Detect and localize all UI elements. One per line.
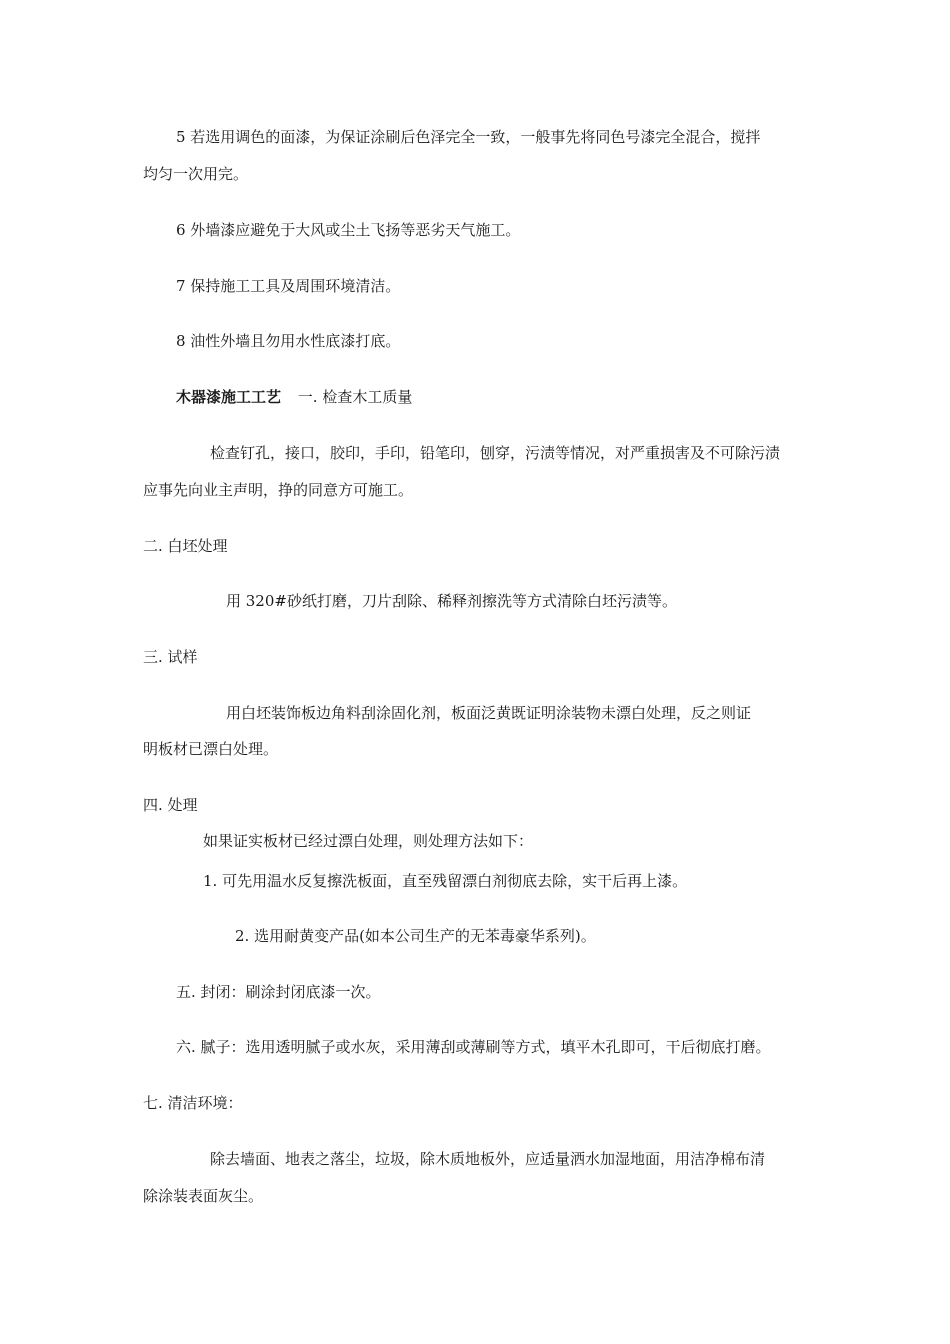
paragraph-5-line-2: 均匀一次用完。 bbox=[143, 165, 249, 183]
paragraph-8: 8 油性外墙且勿用水性底漆打底。 bbox=[176, 332, 401, 350]
step-2-body: 用 320#砂纸打磨，刀片刮除、稀释剂擦洗等方式清除白坯污渍等。 bbox=[226, 592, 677, 610]
paragraph-6: 6 外墙漆应避免于大风或尘土飞扬等恶劣天气施工。 bbox=[176, 221, 521, 239]
step-4-item-2: 2. 选用耐黄变产品(如本公司生产的无苯毒豪华系列)。 bbox=[235, 927, 596, 945]
check-line-2: 应事先向业主声明，挣的同意方可施工。 bbox=[143, 481, 414, 499]
paragraph-5-line-1: 5 若选用调色的面漆，为保证涂刷后色泽完全一致，一般事先将同色号漆完全混合，搅拌 bbox=[176, 128, 761, 146]
step-4-item-1: 1. 可先用温水反复擦洗板面，直至残留漂白剂彻底去除，实干后再上漆。 bbox=[203, 872, 688, 890]
step-6-line: 六. 腻子：选用透明腻子或水灰，采用薄刮或薄刷等方式，填平木孔即可，干后彻底打磨。 bbox=[176, 1038, 771, 1056]
step-3-line-1: 用白坯装饰板边角料刮涂固化剂，板面泛黄既证明涂装物未漂白处理，反之则证 bbox=[226, 704, 752, 722]
step-7-heading: 七. 清洁环境： bbox=[143, 1094, 243, 1112]
step-4-heading: 四. 处理 bbox=[143, 796, 198, 814]
step-7-line-1: 除去墙面、地表之落尘，垃圾，除木质地板外，应适量洒水加湿地面，用洁净棉布清 bbox=[210, 1150, 766, 1168]
wood-step-1-heading: 一. 检查木工质量 bbox=[297, 388, 413, 406]
step-4-intro: 如果证实板材已经过漂白处理，则处理方法如下： bbox=[203, 832, 534, 850]
wood-section-heading-row bbox=[176, 387, 412, 407]
step-2-heading: 二. 白坯处理 bbox=[143, 537, 228, 555]
step-3-heading: 三. 试样 bbox=[143, 648, 198, 666]
wood-section-title: 木器漆施工工艺 bbox=[176, 388, 282, 406]
step-5-line: 五. 封闭：刷涂封闭底漆一次。 bbox=[176, 983, 381, 1001]
step-7-line-2: 除涂装表面灰尘。 bbox=[143, 1187, 264, 1205]
check-line-1: 检查钉孔，接口，胶印，手印，铅笔印，刨穿，污渍等情况，对严重损害及不可除污渍 bbox=[210, 444, 781, 462]
paragraph-7: 7 保持施工工具及周围环境清洁。 bbox=[176, 277, 401, 295]
step-3-line-2: 明板材已漂白处理。 bbox=[143, 740, 279, 758]
